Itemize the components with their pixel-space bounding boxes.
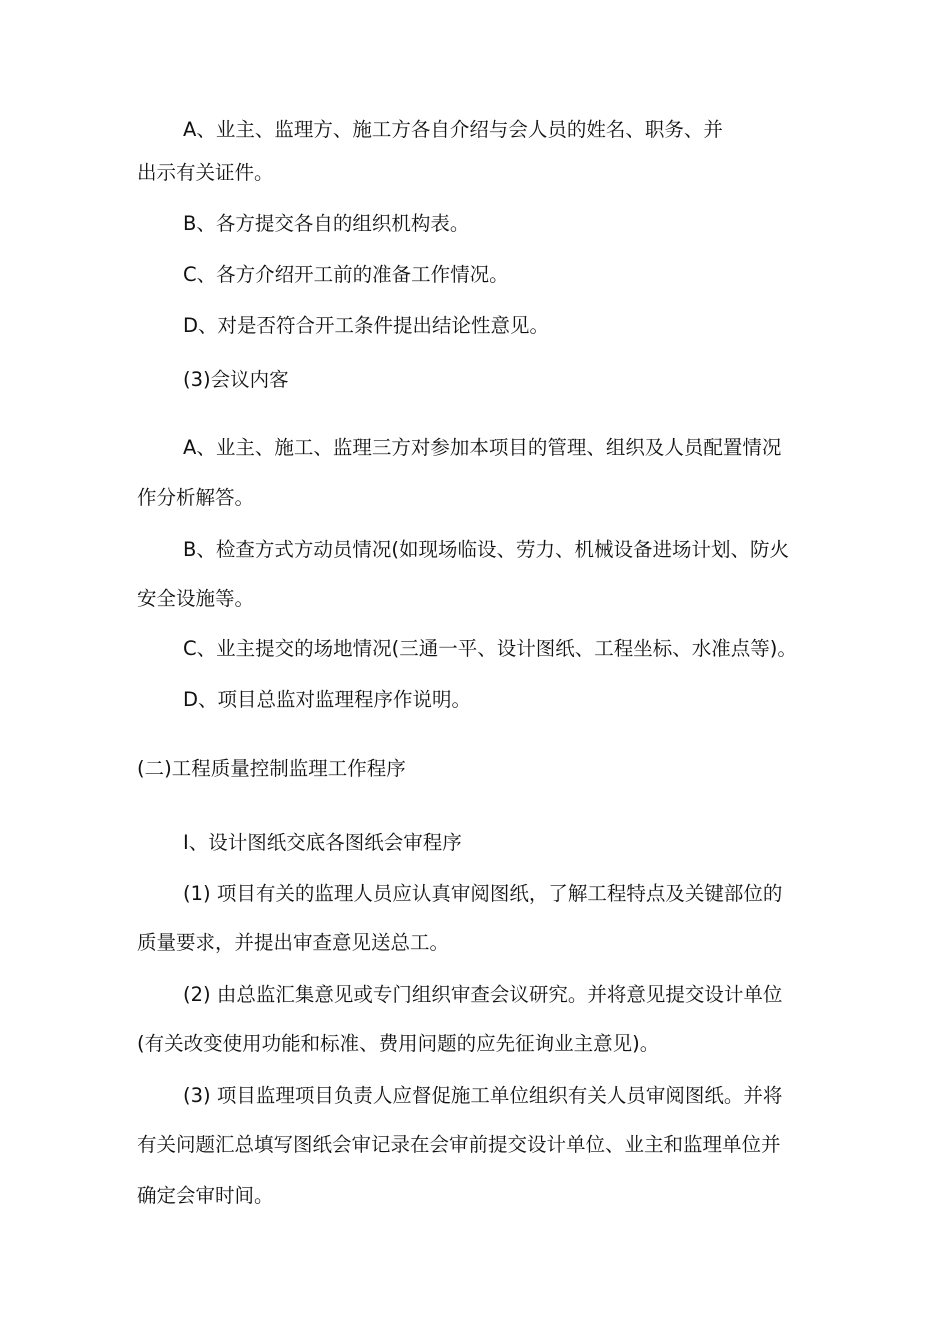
paragraph-line: B、各方提交各自的组织机构表。: [183, 212, 470, 235]
paragraph-line: D、项目总监对监理程序作说明。: [183, 688, 472, 711]
paragraph-line: (有关改变使用功能和标准、费用问题的应先征询业主意见)。: [137, 1032, 660, 1055]
paragraph-line: D、对是否符合开工条件提出结论性意见。: [183, 314, 550, 337]
section-heading: (3)会议内客: [183, 368, 289, 391]
paragraph-line: 作分析解答。: [137, 486, 255, 509]
paragraph-line: C、业主提交的场地情况(三通一平、设计图纸、工程坐标、水准点等)。: [183, 637, 797, 660]
paragraph-line: 质量要求，并提出审查意见送总工。: [137, 931, 450, 954]
paragraph-line: (3) 项目监理项目负责人应督促施工单位组织有关人员审阅图纸。并将: [183, 1084, 783, 1107]
paragraph-line: A、业主、施工、监理三方对参加本项目的管理、组织及人员配置情况: [183, 436, 782, 459]
paragraph-line: C、各方介绍开工前的准备工作情况。: [183, 263, 509, 286]
section-heading: (二)工程质量控制监理工作程序: [137, 757, 406, 780]
paragraph-line: 有关问题汇总填写图纸会审记录在会审前提交设计单位、业主和监理单位并: [137, 1133, 781, 1156]
subsection-heading: I、设计图纸交底各图纸会审程序: [183, 831, 462, 854]
paragraph-line: 出示有关证件。: [137, 161, 274, 184]
paragraph-line: A、业主、监理方、施工方各自介绍与会人员的姓名、职务、并: [183, 118, 723, 141]
paragraph-line: 安全设施等。: [137, 587, 255, 610]
paragraph-line: B、检查方式方动员情况(如现场临设、劳力、机械设备进场计划、防火: [183, 538, 789, 561]
paragraph-line: 确定会审时间。: [137, 1184, 274, 1207]
paragraph-line: (2) 由总监汇集意见或专门组织审查会议研究。并将意见提交设计单位: [183, 983, 783, 1006]
paragraph-line: (1) 项目有关的监理人员应认真审阅图纸，了解工程特点及关键部位的: [183, 882, 783, 905]
